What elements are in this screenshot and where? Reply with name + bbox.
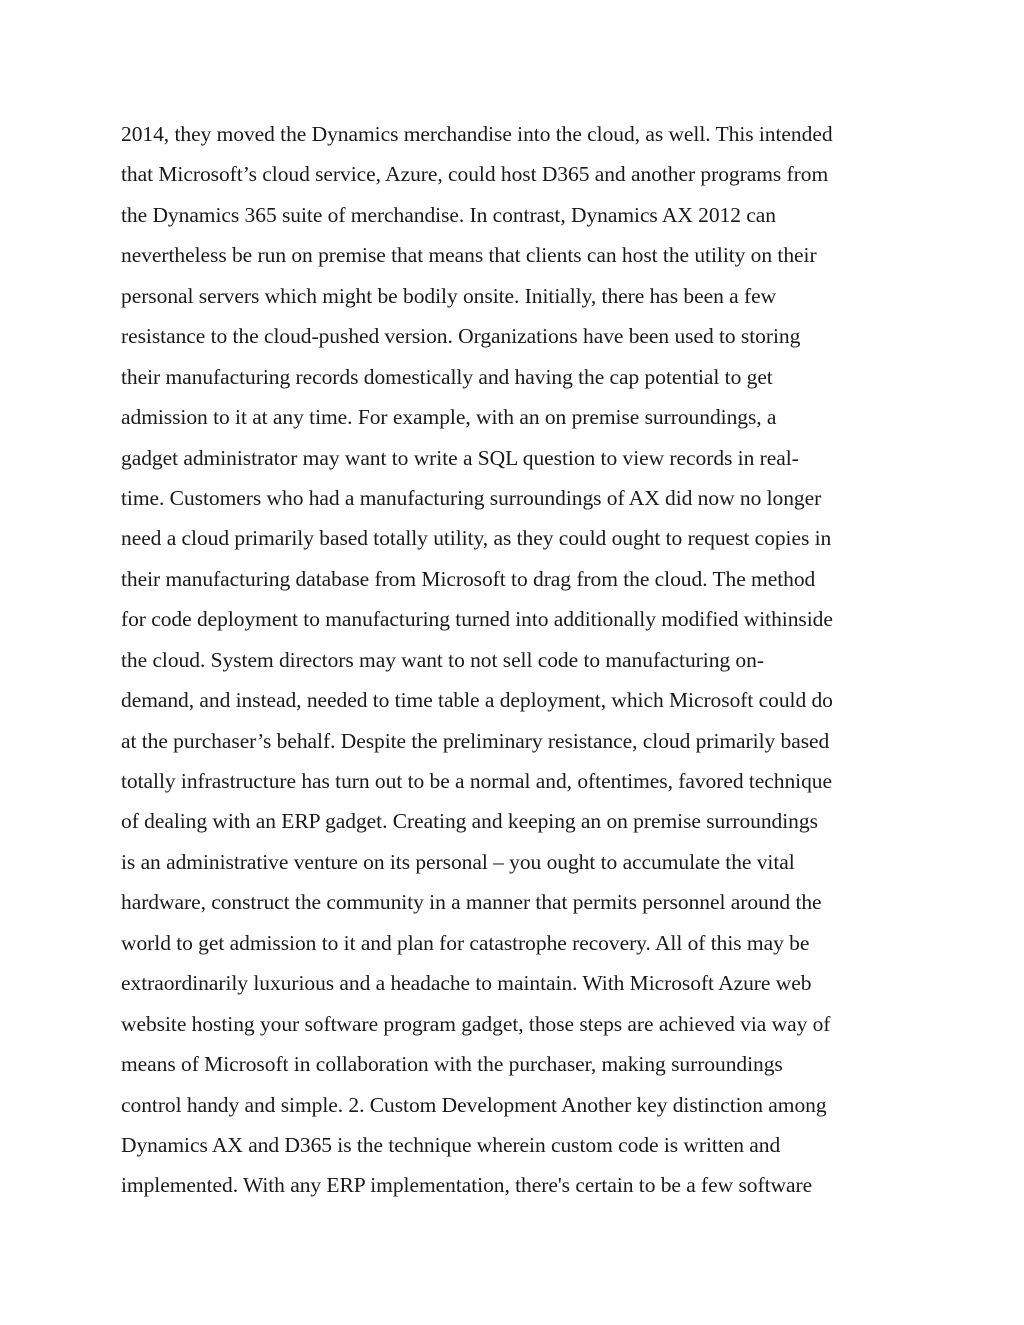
- text-line: Dynamics AX and D365 is the technique wherein custom code is written and: [121, 1132, 781, 1157]
- text-line: for code deployment to manufacturing turned into additionally modified withinside: [121, 607, 833, 632]
- body-paragraph: [121, 114, 921, 1206]
- text-line: demand, and instead, needed to time table a deployment, which Microsoft could do: [121, 688, 833, 713]
- text-line: hardware, construct the community in a manner that permits personnel around the: [121, 890, 822, 915]
- text-line: resistance to the cloud-pushed version. Organizations have been used to storing: [121, 324, 801, 349]
- text-line: their manufacturing database from Microsoft to drag from the cloud. The method: [121, 566, 816, 591]
- text-line: totally infrastructure has turn out to be a normal and, oftentimes, favored technique: [121, 769, 832, 793]
- text-line: that Microsoft’s cloud service, Azure, could host D365 and another programs from: [121, 162, 829, 187]
- text-line: means of Microsoft in collaboration with the purchaser, making surroundings: [121, 1052, 783, 1077]
- text-line: extraordinarily luxurious and a headache to maintain. With Microsoft Azure web: [121, 971, 812, 996]
- text-line: the cloud. System directors may want to not sell code to manufacturing on-: [121, 647, 764, 672]
- text-line: their manufacturing records domestically and having the cap potential to get: [121, 364, 773, 389]
- text-line: gadget administrator may want to write a SQL question to view records in real-: [121, 445, 799, 470]
- text-line: admission to it at any time. For example, with an on premise surroundings, a: [121, 405, 777, 430]
- text-line: personal servers which might be bodily onsite. Initially, there has been a few: [121, 283, 777, 308]
- text-line: nevertheless be run on premise that means that clients can host the utility on their: [121, 243, 817, 268]
- text-line: control handy and simple. 2. Custom Development Another key distinction among: [121, 1092, 827, 1117]
- text-line: website hosting your software program gadget, those steps are achieved via way of: [121, 1011, 831, 1036]
- text-line: the Dynamics 365 suite of merchandise. In contrast, Dynamics AX 2012 can: [121, 202, 776, 227]
- text-line: world to get admission to it and plan for catastrophe recovery. All of this may be: [121, 930, 810, 955]
- text-line: of dealing with an ERP gadget. Creating and keeping an on premise surroundings: [121, 809, 818, 834]
- text-line: 2014, they moved the Dynamics merchandise into the cloud, as well. This intended: [121, 122, 833, 146]
- text-line: implemented. With any ERP implementation, there's certain to be a few software: [121, 1173, 813, 1198]
- text-line: need a cloud primarily based totally utility, as they could ought to request copies in: [121, 526, 832, 551]
- text-line: at the purchaser’s behalf. Despite the preliminary resistance, cloud primarily based: [121, 728, 830, 753]
- text-line: time. Customers who had a manufacturing surroundings of AX did now no longer: [121, 485, 822, 510]
- text-line: is an administrative venture on its personal – you ought to accumulate the vital: [121, 849, 795, 874]
